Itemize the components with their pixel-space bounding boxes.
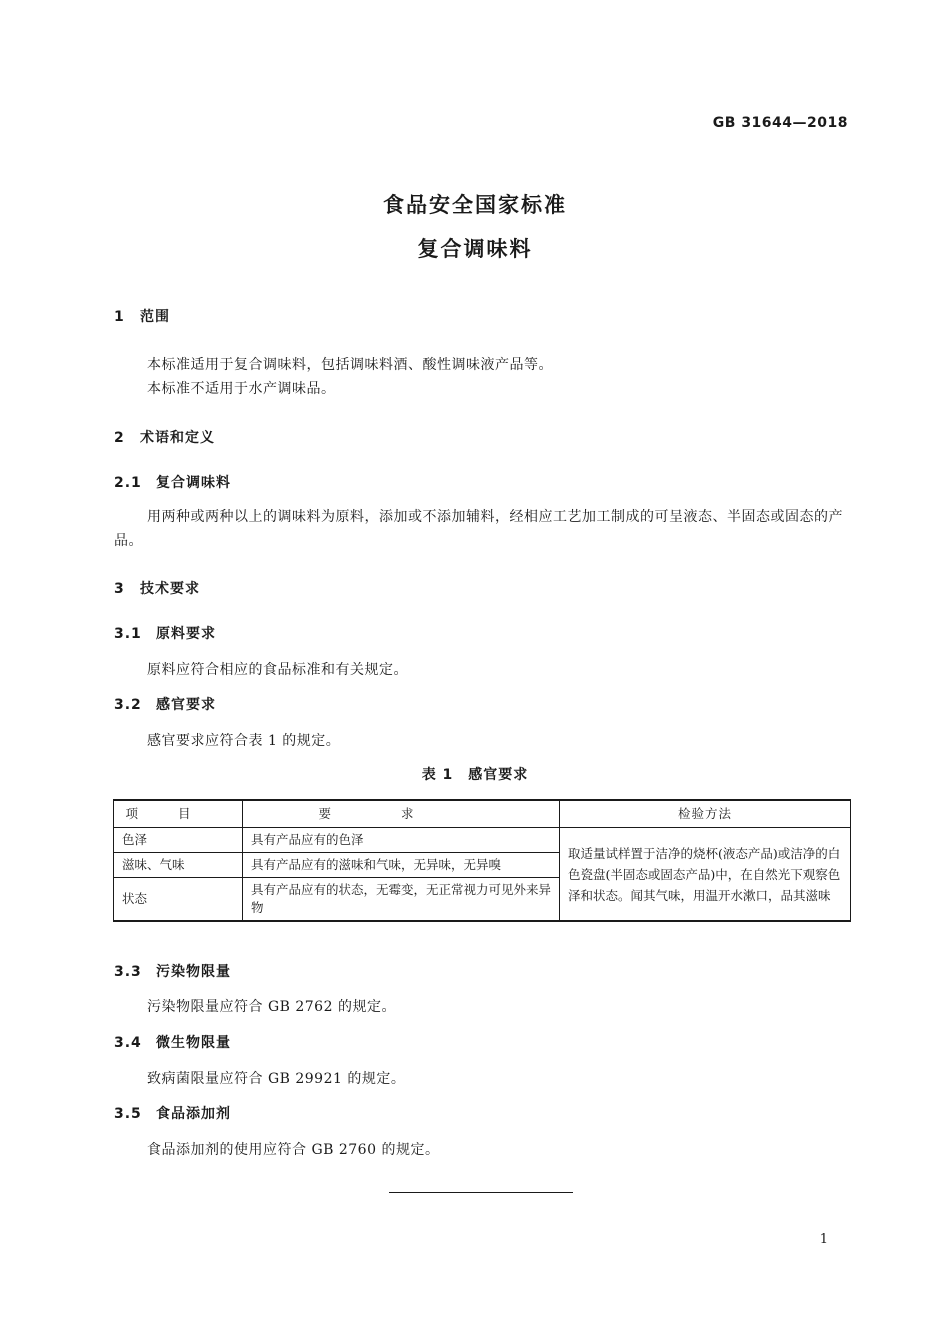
section-2-heading [114,427,215,447]
header-method: 检验方法 [560,800,851,828]
section-1-heading [114,306,170,326]
section-number: 3 [114,581,125,597]
cell-requirement: 具有产品应有的滋味和气味，无异味，无异嗅 [243,853,560,878]
section-title: 污染物限量 [156,964,231,980]
cell-requirement: 具有产品应有的状态，无霉变，无正常视力可见外来异物 [243,878,560,922]
section-number: 2.1 [114,475,142,491]
header-item: 项目 [114,800,243,828]
paragraph: 污染物限量应符合 GB 2762 的规定。 [147,999,396,1015]
table-row [114,828,851,853]
section-3-1-heading [114,623,216,643]
paragraph: 感官要求应符合表 1 的规定。 [147,733,341,749]
paragraph: 本标准适用于复合调味料，包括调味料酒、酸性调味液产品等。 [147,357,553,373]
paragraph: 原料应符合相应的食品标准和有关规定。 [147,662,408,678]
section-3-heading [114,578,200,598]
page-number: 1 [819,1232,828,1247]
section-3-2-heading [114,694,216,714]
section-title: 复合调味料 [156,475,231,491]
section-number: 3.4 [114,1035,142,1051]
section-title: 食品添加剂 [156,1106,231,1122]
document-number: GB 31644—2018 [712,115,848,131]
cell-method: 取适量试样置于洁净的烧杯(液态产品)或洁净的白色瓷盘(半固态或固态产品)中，在自然光下观察色泽和状态。闻其气味，用温开水漱口，品其滋味 [560,828,851,922]
standard-subtitle: 复合调味料 [417,237,533,261]
section-3-3-heading [114,961,231,981]
cell-item: 状态 [114,878,243,922]
table-header-row [114,800,851,828]
paragraph: 致病菌限量应符合 GB 29921 的规定。 [147,1071,406,1087]
section-title: 微生物限量 [156,1035,231,1051]
section-title: 感官要求 [156,697,216,713]
section-title: 术语和定义 [140,430,215,446]
table-caption: 表 1 感官要求 [421,767,529,783]
section-number: 1 [114,309,125,325]
cell-item: 滋味、气味 [114,853,243,878]
section-number: 3.3 [114,964,142,980]
paragraph: 用两种或两种以上的调味料为原料，添加或不添加辅料，经相应工艺加工制成的可呈液态、半固态或固态的产品。 [114,509,843,549]
section-3-4-heading [114,1032,231,1052]
sensory-requirements-table [113,799,851,922]
section-number: 2 [114,430,125,446]
cell-requirement: 具有产品应有的色泽 [243,828,560,853]
section-2-1-heading [114,472,231,492]
section-number: 3.2 [114,697,142,713]
section-3-5-heading [114,1103,231,1123]
section-title: 技术要求 [140,581,200,597]
end-rule [389,1192,573,1193]
section-number: 3.1 [114,626,142,642]
section-title: 原料要求 [156,626,216,642]
section-number: 3.5 [114,1106,142,1122]
cell-item: 色泽 [114,828,243,853]
paragraph: 食品添加剂的使用应符合 GB 2760 的规定。 [147,1142,440,1158]
standard-title: 食品安全国家标准 [383,193,567,217]
header-requirement: 要求 [243,800,560,828]
paragraph: 本标准不适用于水产调味品。 [147,381,336,397]
section-title: 范围 [140,309,170,325]
